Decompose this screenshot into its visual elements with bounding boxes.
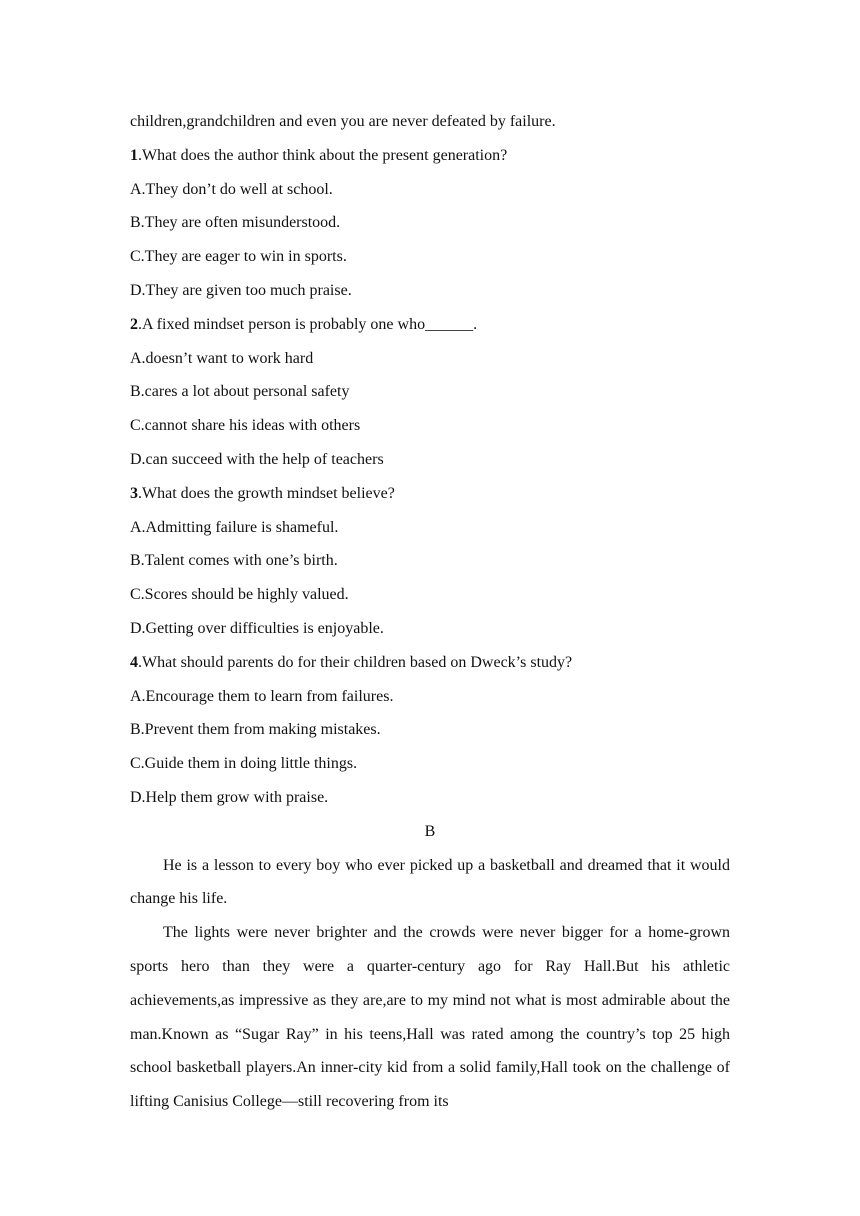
question-1-text: .What does the author think about the present generation? xyxy=(138,146,508,164)
question-3-stem xyxy=(130,483,730,517)
passage-paragraph-2: The lights were never brighter and the crowds were never bigger for a home-grown sports hero than they were a quarter-century ago for Ray Hall.But his athletic achievements,as impressive as they are,are to my mind not what is most admirable about the man.Known as “Sugar Ray” in his teens,Hall was rated among the country’s top 25 high school basketball players.An inner-city kid from a solid family,Hall took on the challenge of lifting Canisius College—still recovering from its xyxy=(130,924,730,1111)
question-1-option-a: A.They don’t do well at school. xyxy=(130,180,333,198)
question-2-number: 2 xyxy=(130,315,138,333)
intro-line: children,grandchildren and even you are never defeated by failure. xyxy=(130,113,556,130)
question-1-stem xyxy=(130,145,730,179)
question-3-option-b: B.Talent comes with one’s birth. xyxy=(130,552,338,570)
question-3-number: 3 xyxy=(130,484,138,502)
question-1-option-b: B.They are often misunderstood. xyxy=(130,214,341,232)
question-1-option-c: C.They are eager to win in sports. xyxy=(130,248,347,266)
question-2-option-c: C.cannot share his ideas with others xyxy=(130,417,361,435)
question-2-stem xyxy=(130,314,730,348)
question-4-option-b: B.Prevent them from making mistakes. xyxy=(130,721,381,739)
question-4-stem xyxy=(130,652,730,686)
question-3-text: .What does the growth mindset believe? xyxy=(138,484,395,502)
question-4-option-a: A.Encourage them to learn from failures. xyxy=(130,687,394,705)
question-2-option-b: B.cares a lot about personal safety xyxy=(130,383,350,401)
passage-paragraph-1: He is a lesson to every boy who ever picked up a basketball and dreamed that it would change his life. xyxy=(130,856,730,908)
question-4-option-c: C.Guide them in doing little things. xyxy=(130,755,358,773)
question-4-text: .What should parents do for their children based on Dweck’s study? xyxy=(138,653,573,671)
question-3-option-d: D.Getting over difficulties is enjoyable. xyxy=(130,619,384,637)
section-b-title: B xyxy=(424,822,436,840)
section-b-passage xyxy=(130,849,730,1119)
question-3-option-a: A.Admitting failure is shameful. xyxy=(130,518,339,536)
question-4-number: 4 xyxy=(130,653,138,671)
question-4-option-d: D.Help them grow with praise. xyxy=(130,788,329,806)
question-2-option-a: A.doesn’t want to work hard xyxy=(130,349,314,367)
question-2-text: .A fixed mindset person is probably one who______. xyxy=(138,315,478,333)
question-2-option-d: D.can succeed with the help of teachers xyxy=(130,450,384,468)
question-1-option-d: D.They are given too much praise. xyxy=(130,281,352,299)
question-1-number: 1 xyxy=(130,146,138,164)
document-page xyxy=(130,111,730,1125)
question-3-option-c: C.Scores should be highly valued. xyxy=(130,586,349,604)
